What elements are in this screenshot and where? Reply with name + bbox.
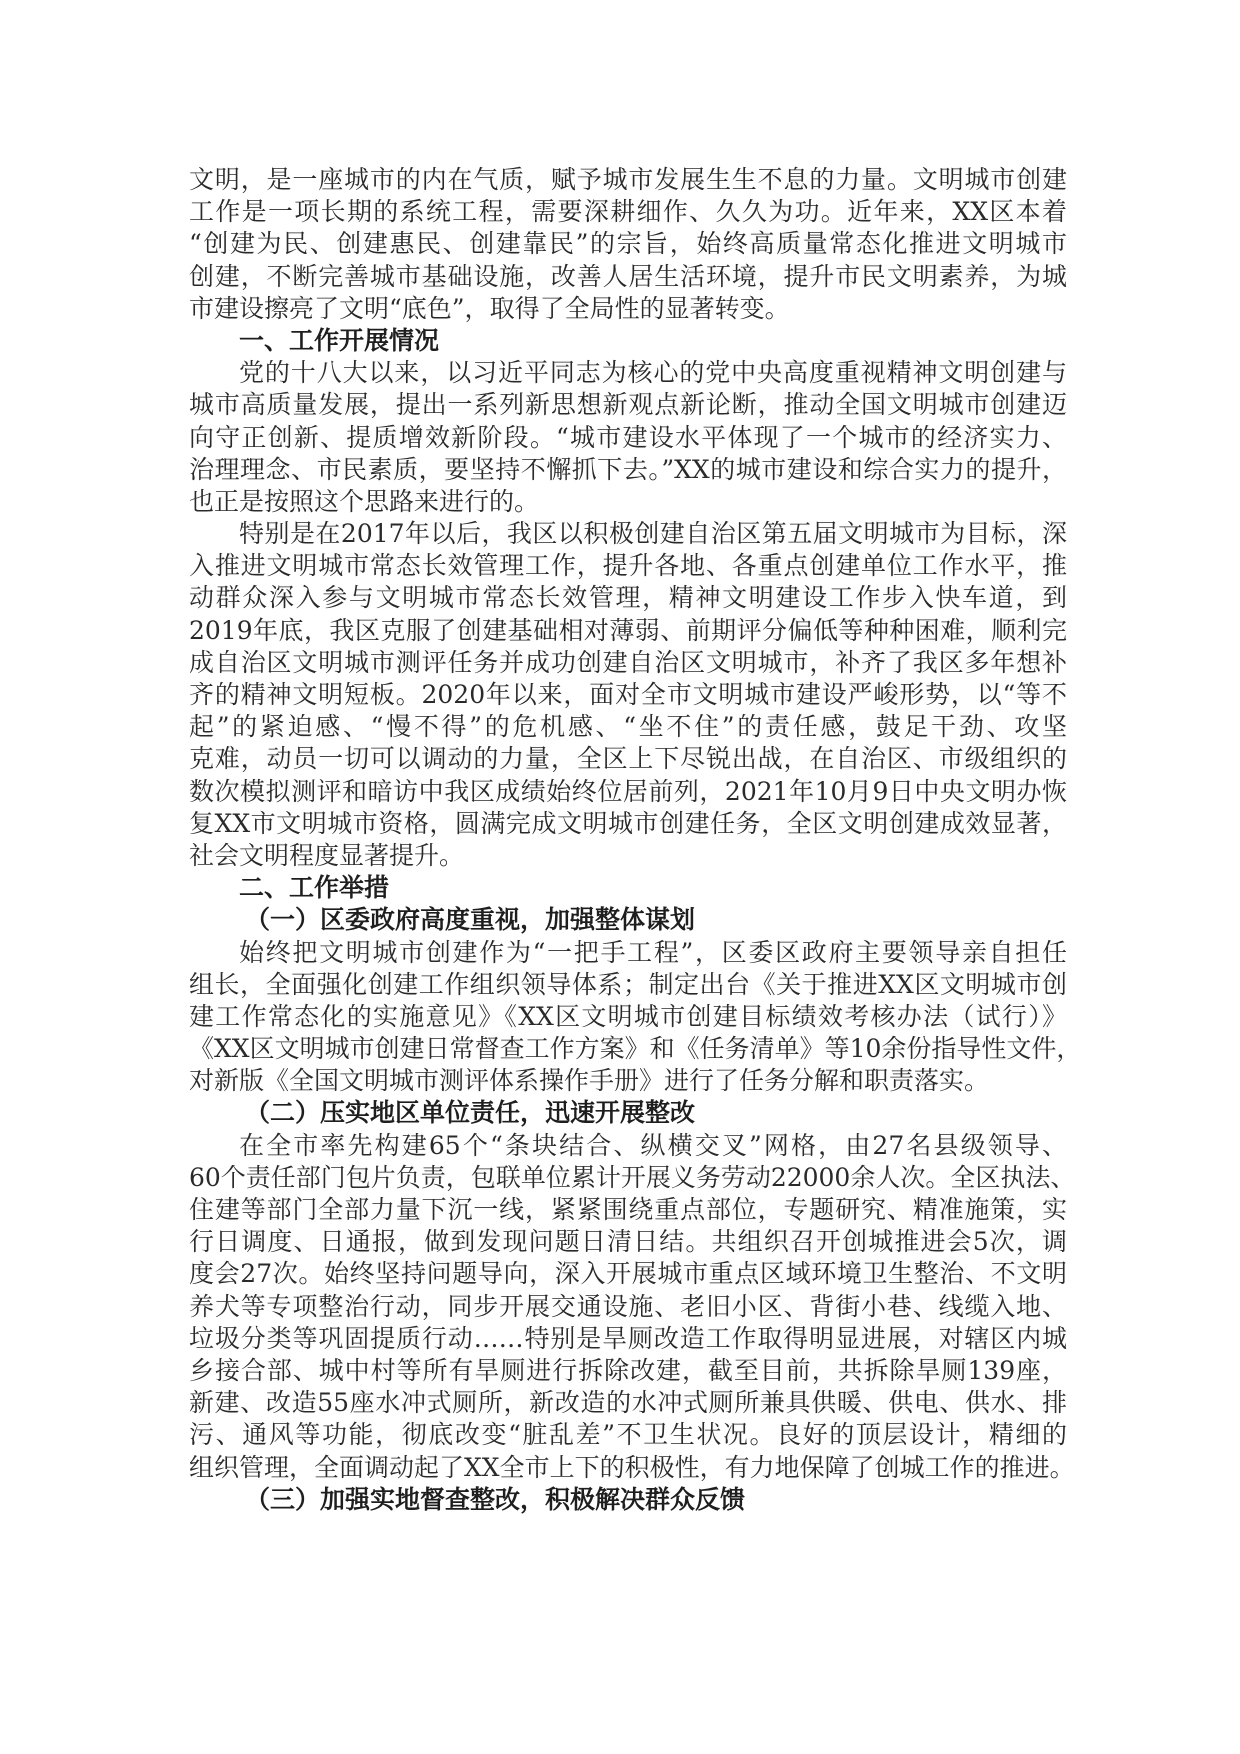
text-line: 度会27次。始终坚持问题导向，深入开展城市重点区域环境卫生整治、不文明 [189, 1259, 1067, 1289]
text-line: 住建等部门全部力量下沉一线，紧紧围绕重点部位，专题研究、精准施策，实 [189, 1195, 1067, 1224]
section-heading: 一、工作开展情况 [239, 325, 440, 355]
text-line: 文明，是一座城市的内在气质，赋予城市发展生生不息的力量。文明城市创建 [189, 165, 1067, 194]
text-line: 齐的精神文明短板。2020年以来，面对全市文明城市建设严峻形势，以“等不 [189, 680, 1067, 709]
subsection-heading: （一）区委政府高度重视，加强整体谋划 [245, 905, 696, 935]
text-line: 污、通风等功能，彻底改变“脏乱差”不卫生状况。良好的顶层设计，精细的 [189, 1420, 1067, 1450]
text-line: 也正是按照这个思路来进行的。 [189, 486, 540, 516]
text-line: 组长，全面强化创建工作组织领导体系；制定出台《关于推进XX区文明城市创 [189, 969, 1067, 999]
text-line: 入推进文明城市常态长效管理工作，提升各地、各重点创建单位工作水平，推 [189, 551, 1067, 581]
text-line: 城市高质量发展，提出一系列新思想新观点新论断，推动全国文明城市创建迈 [189, 390, 1067, 420]
text-line: 垃圾分类等巩固提质行动……特别是旱厕改造工作取得明显进展，对辖区内城 [189, 1323, 1067, 1353]
text-line: 动群众深入参与文明城市常态长效管理，精神文明建设工作步入快车道，到 [189, 583, 1067, 613]
text-line: 党的十八大以来，以习近平同志为核心的党中央高度重视精神文明创建与 [239, 358, 1067, 388]
text-line: 创建，不断完善城市基础设施，改善人居生活环境，提升市民文明素养，为城 [189, 261, 1067, 291]
text-line: 《XX区文明城市创建日常督查工作方案》和《任务清单》等10余份指导性文件， [189, 1034, 1082, 1064]
paragraph [189, 164, 1067, 325]
text-line: 数次模拟测评和暗访中我区成绩始终位居前列，2021年10月9日中央文明办恢 [189, 776, 1067, 806]
text-line: “创建为民、创建惠民、创建靠民”的宗旨，始终高质量常态化推进文明城市 [189, 229, 1067, 259]
paragraph [189, 937, 1082, 1098]
text-line: 社会文明程度显著提升。 [189, 840, 465, 870]
text-line: 特别是在2017年以后，我区以积极创建自治区第五届文明城市为目标，深 [239, 519, 1067, 549]
text-line: 2019年底，我区克服了创建基础相对薄弱、前期评分偏低等种种困难，顺利完 [189, 615, 1067, 645]
paragraph [189, 1130, 1076, 1484]
subsection-heading: （三）加强实地督查整改，积极解决群众反馈 [245, 1484, 746, 1514]
text-line: 克难，动员一切可以调动的力量，全区上下尽锐出战，在自治区、市级组织的 [189, 744, 1067, 774]
document-page [189, 164, 1082, 1516]
paragraph [189, 518, 1067, 872]
text-line: 在全市率先构建65个“条块结合、纵横交叉”网格，由27名县级领导、 [239, 1130, 1067, 1160]
subsection-heading: （二）压实地区单位责任，迅速开展整改 [245, 1098, 696, 1128]
text-line: 治理理念、市民素质，要坚持不懈抓下去。”XX的城市建设和综合实力的提升， [189, 454, 1067, 484]
text-line: 起”的紧迫感、“慢不得”的危机感、“坐不住”的责任感，鼓足干劲、攻坚 [189, 712, 1067, 742]
text-line: 对新版《全国文明城市测评体系操作手册》进行了任务分解和职责落实。 [189, 1066, 990, 1096]
section-heading: 二、工作举措 [239, 873, 390, 903]
text-line: 60个责任部门包片负责，包联单位累计开展义务劳动22000余人次。全区执法、 [189, 1162, 1076, 1192]
text-line: 新建、改造55座水冲式厕所，新改造的水冲式厕所兼具供暖、供电、供水、排 [189, 1388, 1067, 1418]
paragraph [189, 357, 1067, 518]
text-line: 复XX市文明城市资格，圆满完成文明城市创建任务，全区文明创建成效显著， [189, 808, 1067, 838]
text-line: 建工作常态化的实施意见》《XX区文明城市创建目标绩效考核办法（试行）》 [189, 1001, 1067, 1031]
text-line: 成自治区文明城市测评任务并成功创建自治区文明城市，补齐了我区多年想补 [189, 647, 1067, 677]
text-line: 工作是一项长期的系统工程，需要深耕细作、久久为功。近年来，XX区本着 [189, 197, 1067, 227]
text-line: 乡接合部、城中村等所有旱厕进行拆除改建，截至目前，共拆除旱厕139座， [189, 1355, 1067, 1385]
text-line: 养犬等专项整治行动，同步开展交通设施、老旧小区、背街小巷、线缆入地、 [189, 1291, 1067, 1321]
text-line: 市建设擦亮了文明“底色”，取得了全局性的显著转变。 [189, 293, 790, 323]
text-line: 行日调度、日通报，做到发现问题日清日结。共组织召开创城推进会5次，调 [189, 1227, 1067, 1257]
text-line: 始终把文明城市创建作为“一把手工程”，区委区政府主要领导亲自担任 [239, 937, 1067, 967]
text-line: 向守正创新、提质增效新阶段。“城市建设水平体现了一个城市的经济实力、 [189, 422, 1067, 452]
text-line: 组织管理，全面调动起了XX全市上下的积极性，有力地保障了创城工作的推进。 [189, 1452, 1075, 1482]
